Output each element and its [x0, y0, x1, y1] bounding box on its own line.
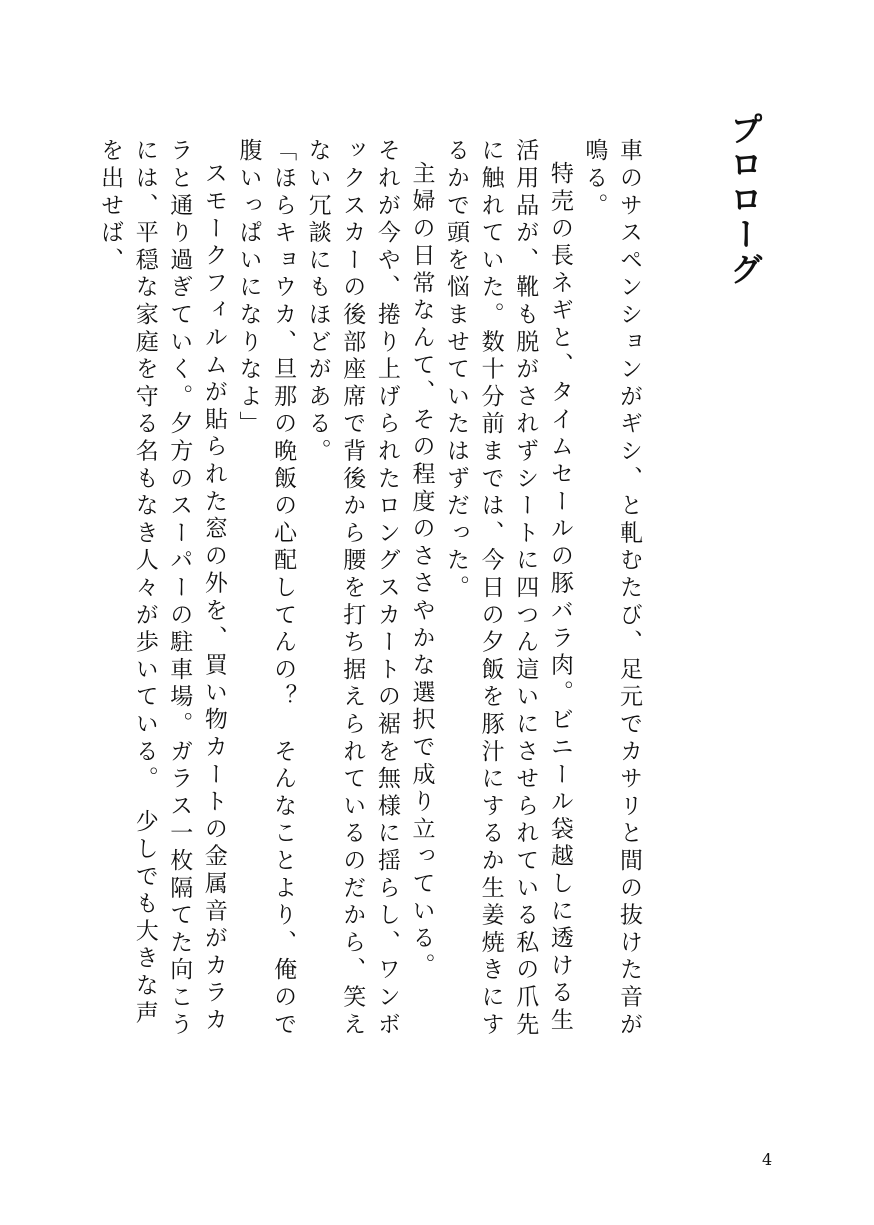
paragraph: それが今や、捲り上げられたロングスカートの裾を無様に揺らし、ワンボックスカーの後部座席で背後から腰を打ち据えられているのだから、笑えない冗談にもほどがある。: [304, 138, 400, 1039]
page-number: 4: [762, 1150, 773, 1169]
paragraph: 主婦の日常なんて、その程度のささやかな選択で成り立っている。: [408, 161, 435, 980]
body-text: [93, 138, 647, 1048]
chapter-title: プロローグ: [725, 112, 764, 287]
dialogue-paragraph: 「ほらキョウカ、旦那の晩飯の心配してんの？ そんなことより、俺ので腹いっぱいになりなよ」: [235, 138, 297, 1039]
paragraph: スモークフィルムが貼られた窓の外を、買い物カートの金属音がカラカラと通り過ぎていく。夕方のスーパーの駐車場。ガラス一枚隔てた向こうには、平穏な家庭を守る名もなき人々が歩いている。 少しでも大きな声を出せば、: [97, 138, 227, 1039]
paragraph: 特売の長ネギと、タイムセールの豚バラ肉。ビニール袋越しに透ける生活用品が、靴も脱がされずシートに四つん這いにさせられている私の爪先に触れていた。数十分前までは、今日の夕飯を豚汁にするか生姜焼きにするかで頭を悩ませていたはずだった。: [443, 138, 573, 1039]
paragraph: 車のサスペンションがギシ、と軋むたび、足元でカサリと間の抜けた音が鳴る。: [581, 138, 642, 1039]
